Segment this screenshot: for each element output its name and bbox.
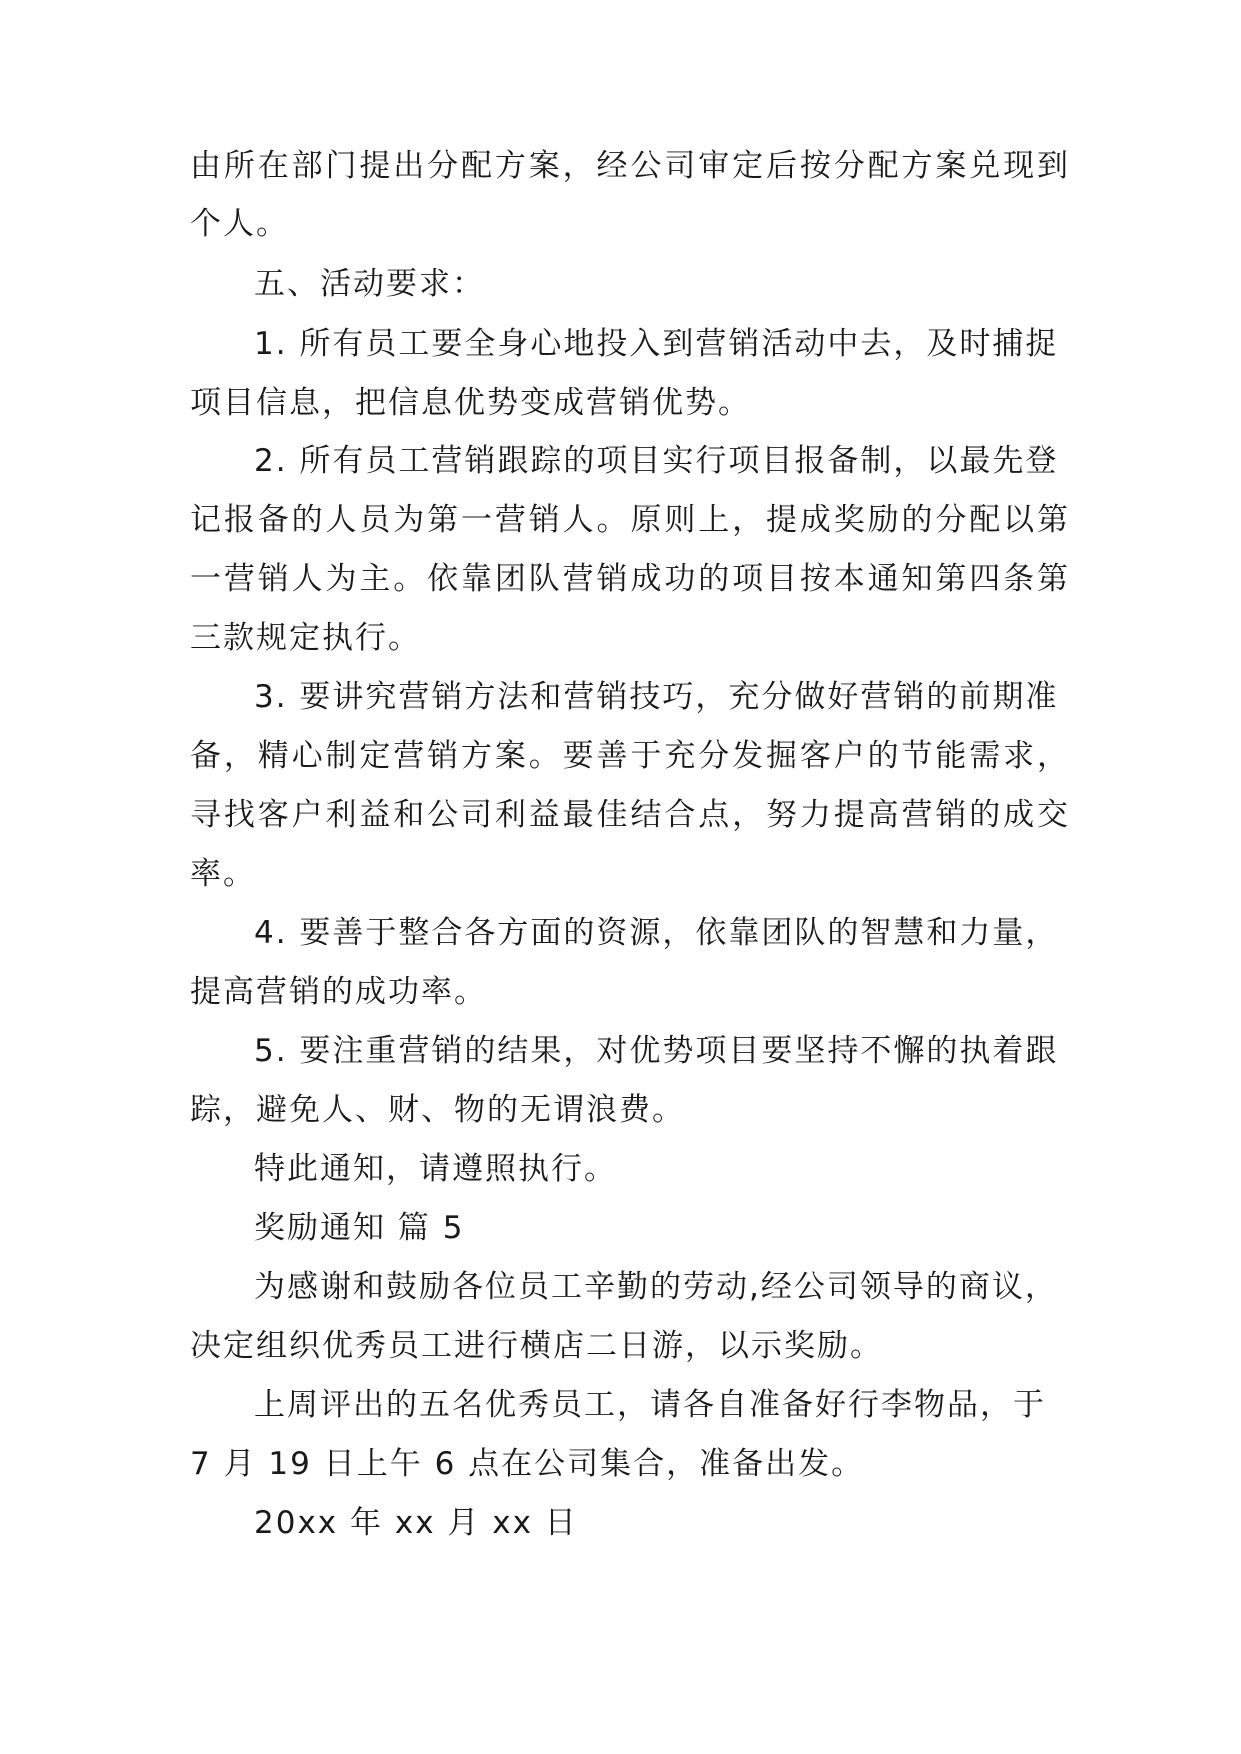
text-line: 决定组织优秀员工进行横店二日游，以示奖励。 bbox=[190, 1328, 883, 1364]
date-line: 20xx 年 xx 月 xx 日 bbox=[254, 1505, 578, 1541]
text-line: 备，精心制定营销方案。要善于充分发掘客户的节能需求， bbox=[190, 738, 1070, 774]
text-line: 寻找客户利益和公司利益最佳结合点，努力提高营销的成交 bbox=[190, 797, 1070, 833]
text-line: 三款规定执行。 bbox=[190, 620, 421, 656]
text-line: 项目信息，把信息优势变成营销优势。 bbox=[190, 385, 751, 421]
text-line: 为感谢和鼓励各位员工辛勤的劳动,经公司领导的商议， bbox=[254, 1269, 1058, 1305]
section-title: 奖励通知 篇 5 bbox=[254, 1210, 465, 1246]
text-line: 踪，避免人、财、物的无谓浪费。 bbox=[190, 1092, 685, 1128]
section-heading: 五、活动要求： bbox=[254, 266, 485, 302]
list-item: 3. 要讲究营销方法和营销技巧，充分做好营销的前期准 bbox=[254, 679, 1059, 715]
text-line: 一营销人为主。依靠团队营销成功的项目按本通知第四条第 bbox=[190, 561, 1070, 597]
text-line: 7 月 19 日上午 6 点在公司集合，准备出发。 bbox=[190, 1446, 865, 1482]
text-line: 记报备的人员为第一营销人。原则上，提成奖励的分配以第 bbox=[190, 502, 1070, 538]
text-line: 个人。 bbox=[190, 206, 289, 242]
list-item: 1. 所有员工要全身心地投入到营销活动中去，及时捕捉 bbox=[254, 326, 1059, 362]
closing-line: 特此通知，请遵照执行。 bbox=[254, 1151, 617, 1187]
text-line: 率。 bbox=[190, 856, 256, 892]
list-item: 5. 要注重营销的结果，对优势项目要坚持不懈的执着跟 bbox=[254, 1033, 1059, 1069]
list-item: 2. 所有员工营销跟踪的项目实行项目报备制，以最先登 bbox=[254, 443, 1059, 479]
text-line: 由所在部门提出分配方案，经公司审定后按分配方案兑现到 bbox=[190, 148, 1070, 184]
text-line: 上周评出的五名优秀员工，请各自准备好行李物品，于 bbox=[254, 1387, 1046, 1423]
text-line: 提高营销的成功率。 bbox=[190, 974, 487, 1010]
list-item: 4. 要善于整合各方面的资源，依靠团队的智慧和力量， bbox=[254, 915, 1059, 951]
